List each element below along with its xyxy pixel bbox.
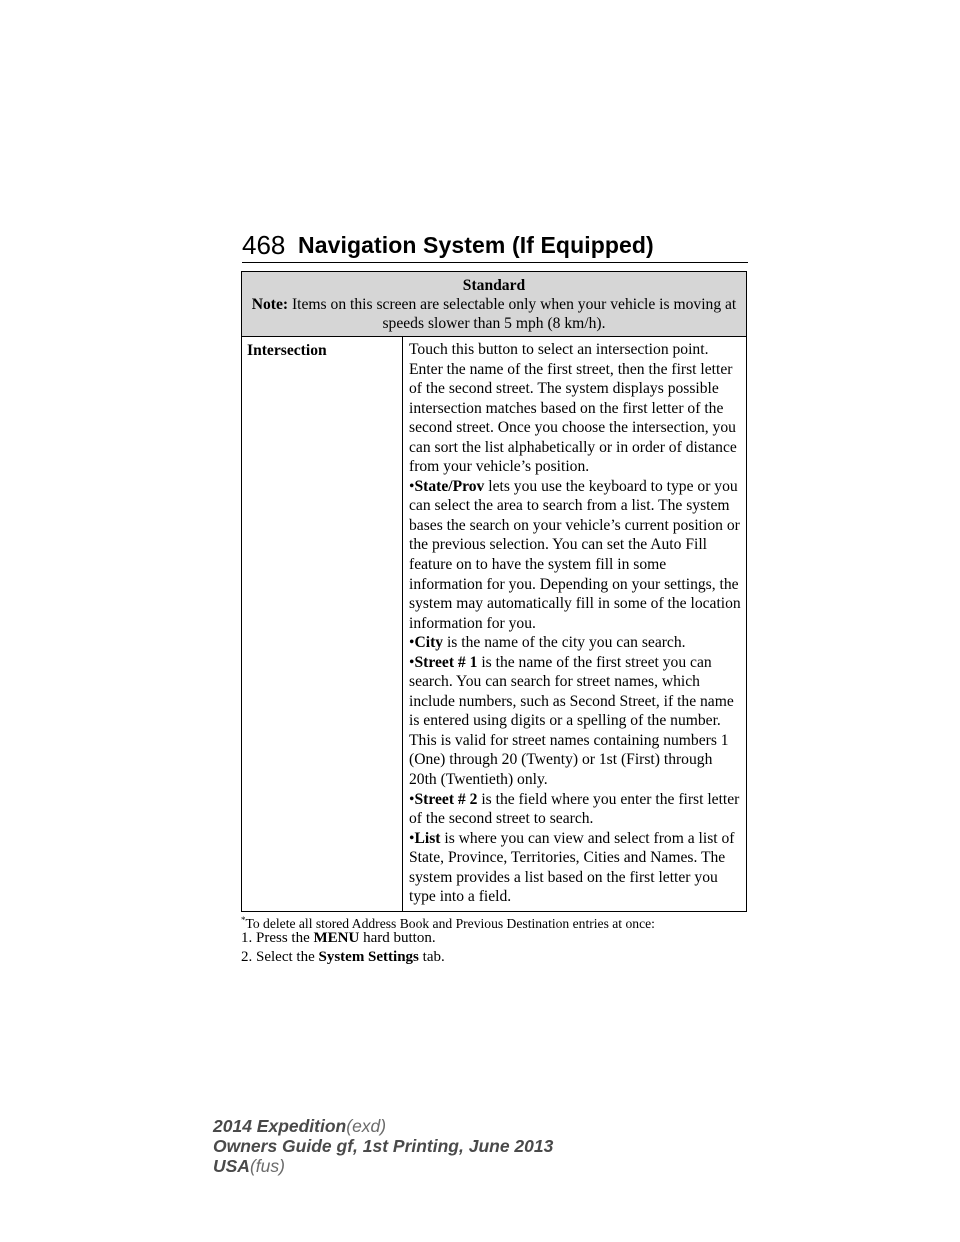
footer-model: 2014 Expedition (213, 1116, 347, 1136)
footer-market-code: (fus) (249, 1156, 285, 1176)
bullet-item: •City is the name of the city you can search. (409, 634, 686, 652)
bullet-text: lets you use the keyboard to type or you can select the area to search from a list. The system bases the search on your vehicle’s current position or the previous selection. You can set the Auto Fill feature on to have the system fill in some information for you. Depending on your settings, the system may automatically fill in some of the location information for you. (409, 477, 741, 632)
table-row (242, 337, 746, 911)
bullet-term: City (414, 634, 444, 652)
bullet-term: State/Prov (414, 477, 485, 495)
footer-market: USA (213, 1156, 250, 1176)
bullet-item: •State/Prov lets you use the keyboard to type or you can select the area to search from a list. The system bases the search on your vehicle’s current position or the previous selection. You can set the Auto Fill feature on to have the system fill in some information for you. Depending on your settings, the system may automatically fill in some of the location information for you. (409, 477, 741, 632)
bullet-item: •List is where you can view and select from a list of State, Province, Territories, Cities and Names. The system provides a list based on the first letter you type into a field. (409, 829, 735, 906)
step-item: 2. Select the System Settings tab. (241, 949, 445, 965)
footnote-steps (241, 929, 445, 967)
table-heading: Standard (462, 277, 526, 294)
page-footer (213, 1116, 553, 1176)
table-note (248, 295, 740, 333)
footer-guide: Owners Guide gf, 1st Printing, June 2013 (213, 1136, 554, 1156)
menu-button-label: MENU (313, 930, 360, 946)
table-header (242, 272, 746, 337)
bullet-text: is the field where you enter the first letter of the second street to search. (409, 790, 740, 828)
footnote-text: To delete all stored Address Book and Previous Destination entries at once: (245, 916, 655, 931)
footnote-marker: * (241, 915, 246, 925)
bullet-term: List (414, 829, 441, 847)
bullet-text: is the name of the first street you can search. You can search for street names, which include numbers, such as Second Street, if the name is entered using digits or a spelling of the number. This is valid for street names containing numbers 1 (One) through 20 (Twenty) or 1st (First) through 20th (Twentieth) only. (409, 653, 734, 789)
bullet-item: •Street # 1 is the name of the first street you can search. You can search for street names, which include numbers, such as Second Street, if the name is entered using digits or a spelling of the number. This is valid for street names containing numbers 1 (One) through 20 (Twenty) or 1st (First) through 20th (Twentieth) only. (409, 653, 734, 789)
bullet-term: Street # 2 (414, 790, 478, 808)
bullet-text: is where you can view and select from a list of State, Province, Territories, Cities and Names. The system provides a list based on the first letter you type into a field. (409, 829, 735, 906)
page-number: 468 (242, 230, 286, 260)
section-title: Navigation System (If Equipped) (298, 232, 654, 258)
bullet-item: •Street # 2 is the field where you enter the first letter of the second street to search. (409, 790, 740, 828)
header-rule (242, 262, 748, 263)
row-label: Intersection (242, 337, 403, 911)
step-item: 1. Press the MENU hard button. (241, 930, 436, 946)
page-header (242, 230, 748, 260)
navigation-options-table (241, 271, 747, 912)
bullet-text: is the name of the city you can search. (446, 634, 686, 652)
note-text: Items on this screen are selectable only when your vehicle is moving at speeds slower than 5 mph (8 km/h). (291, 296, 737, 332)
bullet-term: Street # 1 (414, 653, 478, 671)
footer-model-code: (exd) (346, 1116, 387, 1136)
row-description (403, 337, 746, 911)
row-intro: Touch this button to select an intersection point. Enter the name of the first street, then the first letter of the second street. The system displays possible intersection matches based on the first letter of the second street. Once you choose the intersection, you can sort the list alphabetically or in order of distance from your vehicle’s position. (409, 341, 737, 476)
note-label: Note: (251, 296, 289, 313)
system-settings-label: System Settings (318, 949, 419, 965)
